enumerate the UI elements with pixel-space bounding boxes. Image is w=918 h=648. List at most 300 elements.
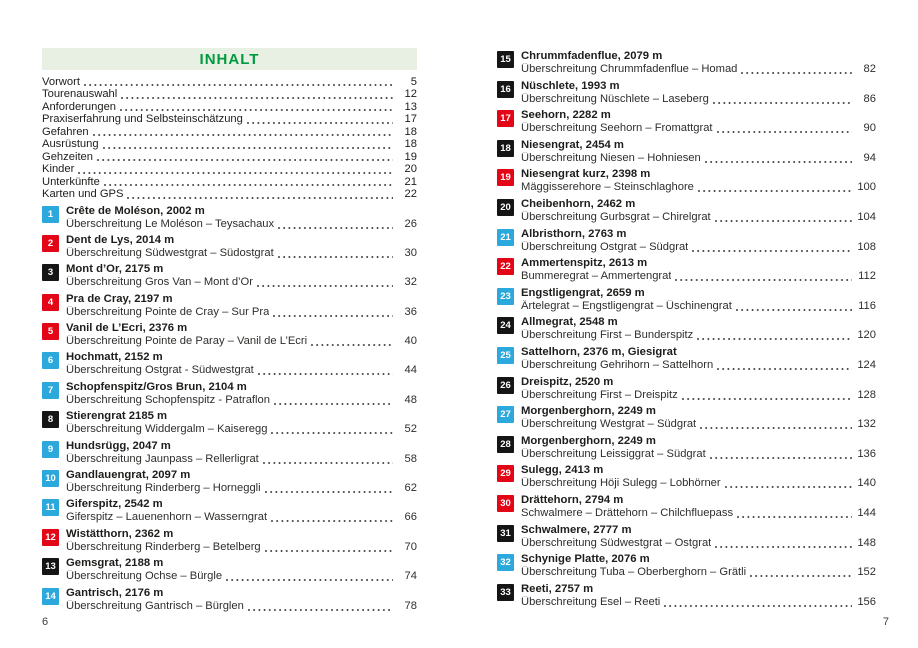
- intro-page-number: 17: [404, 113, 417, 126]
- tour-title: Seehorn, 2282 m: [521, 109, 611, 122]
- tour-number-badge: 11: [42, 499, 59, 516]
- tour-title: Niesengrat kurz, 2398 m: [521, 168, 651, 181]
- dotted-leader: [698, 181, 852, 194]
- tour-title: Sulegg, 2413 m: [521, 464, 604, 477]
- tour-entry-text: [521, 376, 876, 406]
- tour-page-number: 32: [404, 276, 417, 289]
- tour-route: Überschreitung Niesen – Hohniesen: [521, 151, 701, 164]
- tour-page-number: 112: [858, 270, 876, 283]
- tour-subline: [521, 270, 876, 283]
- tour-title: Wistätthorn, 2362 m: [66, 527, 174, 540]
- tour-route: Überschreitung Ostgrat - Südwestgrat: [66, 364, 254, 377]
- dotted-leader: [664, 596, 852, 609]
- tour-entry-text: [521, 405, 876, 435]
- tour-subline: [521, 122, 876, 135]
- dotted-leader: [750, 566, 852, 579]
- tour-number-badge: 9: [42, 441, 59, 458]
- tour-toc-entry: [42, 263, 417, 292]
- tour-route: Überschreitung Le Moléson – Teysachaux: [66, 217, 275, 230]
- tour-subline: [66, 541, 417, 554]
- tour-subline: [521, 389, 876, 402]
- tour-route: Überschreitung Widdergalm – Kaiseregg: [66, 423, 268, 436]
- tour-toc-entry: [497, 405, 876, 435]
- tour-toc-entry: [42, 381, 417, 410]
- tour-entry-text: [66, 498, 417, 527]
- tour-toc-entry: [497, 109, 876, 139]
- tour-title: Gemsgrat, 2188 m: [66, 557, 164, 570]
- tour-toc-entry: [42, 205, 417, 234]
- tour-entry-text: [66, 293, 417, 322]
- tour-page-number: 124: [857, 358, 876, 371]
- tour-number-badge: 27: [497, 406, 514, 423]
- tour-title: Pra de Cray, 2197 m: [66, 292, 173, 305]
- intro-toc-row: [42, 76, 417, 88]
- tour-entry-text: [66, 263, 417, 292]
- dotted-leader: [104, 176, 393, 188]
- intro-toc-row: [42, 101, 417, 113]
- tour-entry-text: [521, 109, 876, 139]
- tour-toc-entry: [42, 498, 417, 527]
- tour-entry-text: [521, 494, 876, 524]
- tour-subline: [66, 276, 417, 289]
- tour-title: Dent de Lys, 2014 m: [66, 233, 175, 246]
- tour-entry-text: [521, 257, 876, 287]
- tour-route: Bummeregrat – Ammertengrat: [521, 270, 672, 283]
- tour-entry-text: [521, 139, 876, 169]
- tour-number-badge: 29: [497, 465, 514, 482]
- tour-title: Gandlauengrat, 2097 m: [66, 469, 191, 482]
- tour-page-number: 58: [404, 452, 417, 465]
- intro-label: Gefahren: [42, 125, 89, 138]
- tour-title: Mont d’Or, 2175 m: [66, 263, 164, 276]
- tour-route: Überschreitung Pointe de Paray – Vanil de L’Ecri: [66, 335, 308, 348]
- dotted-leader: [700, 418, 852, 431]
- tour-title: Ammertenspitz, 2613 m: [521, 257, 648, 270]
- tour-entry-text: [521, 346, 876, 376]
- tour-entry-list-left: [42, 205, 417, 616]
- dotted-leader: [93, 126, 393, 138]
- tour-page-number: 66: [404, 511, 417, 524]
- tour-page-number: 152: [857, 566, 876, 579]
- tour-toc-entry: [42, 410, 417, 439]
- tour-entry-text: [66, 557, 417, 586]
- tour-route: Überschreitung Ostgrat – Südgrat: [521, 240, 689, 253]
- tour-toc-entry: [42, 234, 417, 263]
- tour-entry-text: [66, 440, 417, 469]
- tour-title: Crête de Moléson, 2002 m: [66, 204, 205, 217]
- tour-title: Dreispitz, 2520 m: [521, 375, 614, 388]
- tour-route: Überschreitung Westgrat – Südgrat: [521, 418, 697, 431]
- tour-number-badge: 33: [497, 584, 514, 601]
- tour-entry-text: [66, 234, 417, 263]
- tour-route: Überschreitung Esel – Reeti: [521, 595, 661, 608]
- tour-entry-text: [66, 205, 417, 234]
- tour-number-badge: 28: [497, 436, 514, 453]
- tour-subline: [521, 448, 876, 461]
- dotted-leader: [226, 570, 393, 583]
- dotted-leader: [278, 247, 393, 260]
- left-page-column: [42, 48, 417, 616]
- tour-subline: [521, 418, 876, 431]
- tour-entry-text: [521, 50, 876, 80]
- tour-route: Überschreitung First – Bunderspitz: [521, 329, 694, 342]
- tour-subline: [66, 600, 417, 613]
- tour-page-number: 140: [857, 477, 876, 490]
- dotted-leader: [78, 163, 393, 175]
- intro-toc-row: [42, 176, 417, 188]
- intro-page-number: 18: [404, 125, 417, 138]
- dotted-leader: [84, 76, 393, 88]
- tour-number-badge: 31: [497, 525, 514, 542]
- intro-page-number: 19: [404, 150, 417, 163]
- tour-page-number: 148: [857, 536, 876, 549]
- tour-entry-text: [66, 587, 417, 616]
- tour-subline: [521, 477, 876, 490]
- tour-number-badge: 32: [497, 554, 514, 571]
- tour-page-number: 100: [857, 181, 876, 194]
- dotted-leader: [715, 211, 852, 224]
- tour-toc-entry: [497, 168, 876, 198]
- tour-route: Schwalmere – Drättehorn – Chilchfluepass: [521, 506, 734, 519]
- tour-toc-entry: [497, 553, 876, 583]
- intro-toc-row: [42, 126, 417, 138]
- intro-label: Ausrüstung: [42, 138, 99, 151]
- tour-toc-entry: [42, 587, 417, 616]
- tour-number-badge: 13: [42, 558, 59, 575]
- tour-title: Albristhorn, 2763 m: [521, 227, 627, 240]
- intro-label: Gehzeiten: [42, 150, 93, 163]
- tour-entry-text: [521, 583, 876, 613]
- tour-number-badge: 24: [497, 317, 514, 334]
- tour-title: Niesengrat, 2454 m: [521, 138, 624, 151]
- tour-title: Drättehorn, 2794 m: [521, 493, 624, 506]
- intro-toc-row: [42, 138, 417, 150]
- tour-subline: [521, 152, 876, 165]
- tour-entry-list-right: [497, 50, 876, 612]
- tour-title: Gantrisch, 2176 m: [66, 586, 164, 599]
- tour-number-badge: 16: [497, 81, 514, 98]
- tour-route: Überschreitung Höji Sulegg – Lobhörner: [521, 477, 721, 490]
- tour-entry-text: [521, 228, 876, 258]
- tour-page-number: 48: [404, 393, 417, 406]
- tour-toc-entry: [497, 287, 876, 317]
- tour-title: Hochmatt, 2152 m: [66, 351, 163, 364]
- tour-route: Überschreitung Leissiggrat – Südgrat: [521, 447, 706, 460]
- dotted-leader: [271, 511, 393, 524]
- tour-page-number: 78: [404, 599, 417, 612]
- tour-route: Überschreitung Südwestgrat – Ostgrat: [521, 536, 712, 549]
- tour-page-number: 26: [404, 217, 417, 230]
- tour-route: Überschreitung Jaunpass – Rellerligrat: [66, 452, 259, 465]
- tour-page-number: 128: [857, 388, 876, 401]
- tour-route: Überschreitung Südwestgrat – Südostgrat: [66, 246, 274, 259]
- dotted-leader: [682, 389, 852, 402]
- tour-page-number: 136: [857, 447, 876, 460]
- tour-toc-entry: [42, 322, 417, 351]
- intro-page-number: 20: [404, 163, 417, 176]
- tour-number-badge: 18: [497, 140, 514, 157]
- right-page-column: [497, 50, 876, 612]
- page-title: INHALT: [199, 50, 260, 68]
- dotted-leader: [705, 152, 852, 165]
- dotted-leader: [741, 63, 852, 76]
- tour-title: Schynige Platte, 2076 m: [521, 553, 650, 566]
- tour-entry-text: [66, 322, 417, 351]
- tour-route: Überschreitung Rinderberg – Betelberg: [66, 540, 261, 553]
- tour-subline: [521, 300, 876, 313]
- tour-title: Morgenberghorn, 2249 m: [521, 434, 656, 447]
- tour-subline: [66, 453, 417, 466]
- tour-number-badge: 12: [42, 529, 59, 546]
- tour-entry-text: [521, 168, 876, 198]
- tour-entry-text: [521, 435, 876, 465]
- tour-toc-entry: [497, 198, 876, 228]
- tour-number-badge: 8: [42, 411, 59, 428]
- tour-number-badge: 14: [42, 588, 59, 605]
- tour-number-badge: 15: [497, 51, 514, 68]
- dotted-leader: [311, 335, 393, 348]
- dotted-leader: [247, 113, 393, 125]
- tour-route: Überschreitung Nüschlete – Laseberg: [521, 92, 709, 105]
- folio-number-left: 6: [42, 616, 49, 628]
- tour-subline: [66, 570, 417, 583]
- intro-page-number: 21: [404, 175, 417, 188]
- tour-number-badge: 4: [42, 294, 59, 311]
- dotted-leader: [127, 188, 393, 200]
- tour-page-number: 104: [857, 210, 876, 223]
- tour-number-badge: 10: [42, 470, 59, 487]
- tour-subline: [66, 423, 417, 436]
- tour-page-number: 116: [858, 299, 876, 312]
- tour-route: Überschreitung Gehrihorn – Sattelhorn: [521, 358, 714, 371]
- tour-page-number: 144: [857, 506, 876, 519]
- tour-entry-text: [521, 524, 876, 554]
- tour-entry-text: [521, 80, 876, 110]
- tour-toc-entry: [497, 464, 876, 494]
- tour-page-number: 52: [404, 423, 417, 436]
- tour-route: Überschreitung Seehorn – Fromattgrat: [521, 122, 713, 135]
- tour-page-number: 90: [863, 122, 876, 135]
- dotted-leader: [675, 270, 852, 283]
- dotted-leader: [736, 300, 852, 313]
- tour-title: Stierengrat 2185 m: [66, 410, 168, 423]
- dotted-leader: [717, 122, 852, 135]
- dotted-leader: [717, 359, 852, 372]
- dotted-leader: [120, 101, 393, 113]
- tour-entry-text: [66, 351, 417, 380]
- tour-title: Hundsrügg, 2047 m: [66, 439, 171, 452]
- tour-subline: [521, 181, 876, 194]
- tour-number-badge: 1: [42, 206, 59, 223]
- dotted-leader: [273, 306, 393, 319]
- tour-subline: [521, 329, 876, 342]
- intro-page-number: 13: [404, 100, 417, 113]
- tour-toc-entry: [497, 376, 876, 406]
- intro-label: Praxiserfahrung und Selbsteinschätzung: [42, 113, 243, 126]
- tour-toc-entry: [497, 346, 876, 376]
- tour-entry-text: [66, 381, 417, 410]
- intro-page-number: 18: [404, 138, 417, 151]
- tour-toc-entry: [497, 228, 876, 258]
- tour-subline: [521, 359, 876, 372]
- tour-title: Cheibenhorn, 2462 m: [521, 197, 636, 210]
- tour-number-badge: 22: [497, 258, 514, 275]
- tour-route: Überschreitung First – Dreispitz: [521, 388, 678, 401]
- dotted-leader: [121, 88, 393, 100]
- tour-route: Überschreitung Pointe de Cray – Sur Pra: [66, 305, 270, 318]
- dotted-leader: [103, 138, 393, 150]
- tour-title: Nüschlete, 1993 m: [521, 79, 620, 92]
- tour-number-badge: 25: [497, 347, 514, 364]
- tour-number-badge: 5: [42, 323, 59, 340]
- tour-subline: [521, 93, 876, 106]
- tour-number-badge: 23: [497, 288, 514, 305]
- dotted-leader: [692, 241, 852, 254]
- tour-toc-entry: [497, 524, 876, 554]
- tour-route: Überschreitung Ochse – Bürgle: [66, 570, 223, 583]
- tour-subline: [521, 566, 876, 579]
- dotted-leader: [710, 448, 852, 461]
- dotted-leader: [265, 482, 393, 495]
- intro-label: Anforderungen: [42, 100, 117, 113]
- dotted-leader: [257, 276, 393, 289]
- tour-title: Sattelhorn, 2376 m, Giesigrat: [521, 345, 677, 358]
- tour-toc-entry: [497, 139, 876, 169]
- tour-number-badge: 30: [497, 495, 514, 512]
- dotted-leader: [263, 453, 393, 466]
- tour-subline: [521, 211, 876, 224]
- intro-toc-row: [42, 151, 417, 163]
- tour-page-number: 44: [404, 364, 417, 377]
- tour-title: Chrummfadenflue, 2079 m: [521, 50, 663, 62]
- tour-title: Schwalmere, 2777 m: [521, 523, 632, 536]
- dotted-leader: [274, 394, 393, 407]
- tour-number-badge: 3: [42, 264, 59, 281]
- tour-route: Ärtelegrat – Engstligengrat – Üschinengrat: [521, 299, 732, 312]
- tour-toc-entry: [497, 50, 876, 80]
- intro-label: Unterkünfte: [42, 175, 100, 188]
- tour-page-number: 36: [404, 305, 417, 318]
- tour-subline: [521, 596, 876, 609]
- tour-entry-text: [521, 464, 876, 494]
- dotted-leader: [265, 541, 393, 554]
- tour-entry-text: [521, 316, 876, 346]
- tour-number-badge: 2: [42, 235, 59, 252]
- tour-subline: [66, 247, 417, 260]
- tour-subline: [521, 63, 876, 76]
- intro-section-list: [42, 76, 417, 201]
- tour-entry-text: [521, 287, 876, 317]
- tour-page-number: 120: [857, 329, 876, 342]
- tour-title: Allmegrat, 2548 m: [521, 316, 618, 329]
- tour-subline: [521, 507, 876, 520]
- tour-page-number: 40: [404, 335, 417, 348]
- tour-number-badge: 17: [497, 110, 514, 127]
- dotted-leader: [737, 507, 852, 520]
- tour-title: Vanil de L’Ecri, 2376 m: [66, 322, 188, 335]
- tour-page-number: 86: [863, 92, 876, 105]
- tour-route: Überschreitung Gros Van – Mont d’Or: [66, 276, 253, 289]
- dotted-leader: [97, 151, 393, 163]
- tour-route: Giferspitz – Lauenenhorn – Wasserngrat: [66, 511, 268, 524]
- tour-page-number: 62: [404, 482, 417, 495]
- tour-number-badge: 6: [42, 352, 59, 369]
- tour-number-badge: 26: [497, 377, 514, 394]
- tour-number-badge: 21: [497, 229, 514, 246]
- dotted-leader: [248, 600, 393, 613]
- tour-number-badge: 20: [497, 199, 514, 216]
- intro-page-number: 12: [404, 88, 417, 101]
- contents-header-band: [42, 48, 417, 70]
- tour-subline: [66, 306, 417, 319]
- dotted-leader: [278, 218, 393, 231]
- tour-toc-entry: [497, 316, 876, 346]
- tour-subline: [521, 537, 876, 550]
- folio-number-right: 7: [882, 616, 889, 628]
- tour-page-number: 94: [863, 151, 876, 164]
- intro-toc-row: [42, 188, 417, 200]
- tour-subline: [66, 218, 417, 231]
- tour-title: Morgenberghorn, 2249 m: [521, 405, 656, 418]
- intro-label: Kinder: [42, 163, 75, 176]
- tour-entry-text: [66, 528, 417, 557]
- tour-subline: [66, 335, 417, 348]
- intro-page-number: 5: [410, 76, 417, 88]
- tour-route: Überschreitung Gantrisch – Bürglen: [66, 599, 244, 612]
- intro-toc-row: [42, 163, 417, 175]
- tour-route: Überschreitung Rinderberg – Horneggli: [66, 482, 261, 495]
- tour-title: Engstligengrat, 2659 m: [521, 286, 645, 299]
- tour-number-badge: 7: [42, 382, 59, 399]
- tour-toc-entry: [497, 583, 876, 613]
- tour-page-number: 30: [404, 246, 417, 259]
- tour-title: Reeti, 2757 m: [521, 582, 594, 595]
- dotted-leader: [271, 423, 393, 436]
- tour-subline: [66, 511, 417, 524]
- tour-toc-entry: [497, 435, 876, 465]
- intro-label: Vorwort: [42, 76, 80, 88]
- tour-entry-text: [521, 198, 876, 228]
- tour-subline: [66, 482, 417, 495]
- intro-page-number: 22: [404, 188, 417, 201]
- tour-subline: [66, 364, 417, 377]
- tour-toc-entry: [42, 557, 417, 586]
- intro-label: Tourenauswahl: [42, 88, 118, 101]
- tour-route: Überschreitung Tuba – Oberberghorn – Grätli: [521, 566, 747, 579]
- tour-page-number: 74: [404, 570, 417, 583]
- tour-entry-text: [66, 410, 417, 439]
- dotted-leader: [715, 537, 852, 550]
- intro-label: Karten und GPS: [42, 188, 124, 201]
- tour-route: Überschreitung Gurbsgrat – Chirelgrat: [521, 210, 711, 223]
- tour-entry-text: [66, 469, 417, 498]
- tour-toc-entry: [42, 528, 417, 557]
- tour-toc-entry: [42, 469, 417, 498]
- tour-subline: [521, 241, 876, 254]
- tour-page-number: 156: [857, 595, 876, 608]
- tour-toc-entry: [42, 351, 417, 380]
- intro-toc-row: [42, 113, 417, 125]
- tour-toc-entry: [42, 440, 417, 469]
- tour-toc-entry: [42, 293, 417, 322]
- tour-page-number: 82: [863, 63, 876, 75]
- intro-toc-row: [42, 88, 417, 100]
- tour-entry-text: [521, 553, 876, 583]
- tour-toc-entry: [497, 257, 876, 287]
- tour-page-number: 132: [857, 418, 876, 431]
- tour-route: Überschreitung Schopfenspitz - Patraflon: [66, 393, 270, 406]
- tour-page-number: 108: [857, 240, 876, 253]
